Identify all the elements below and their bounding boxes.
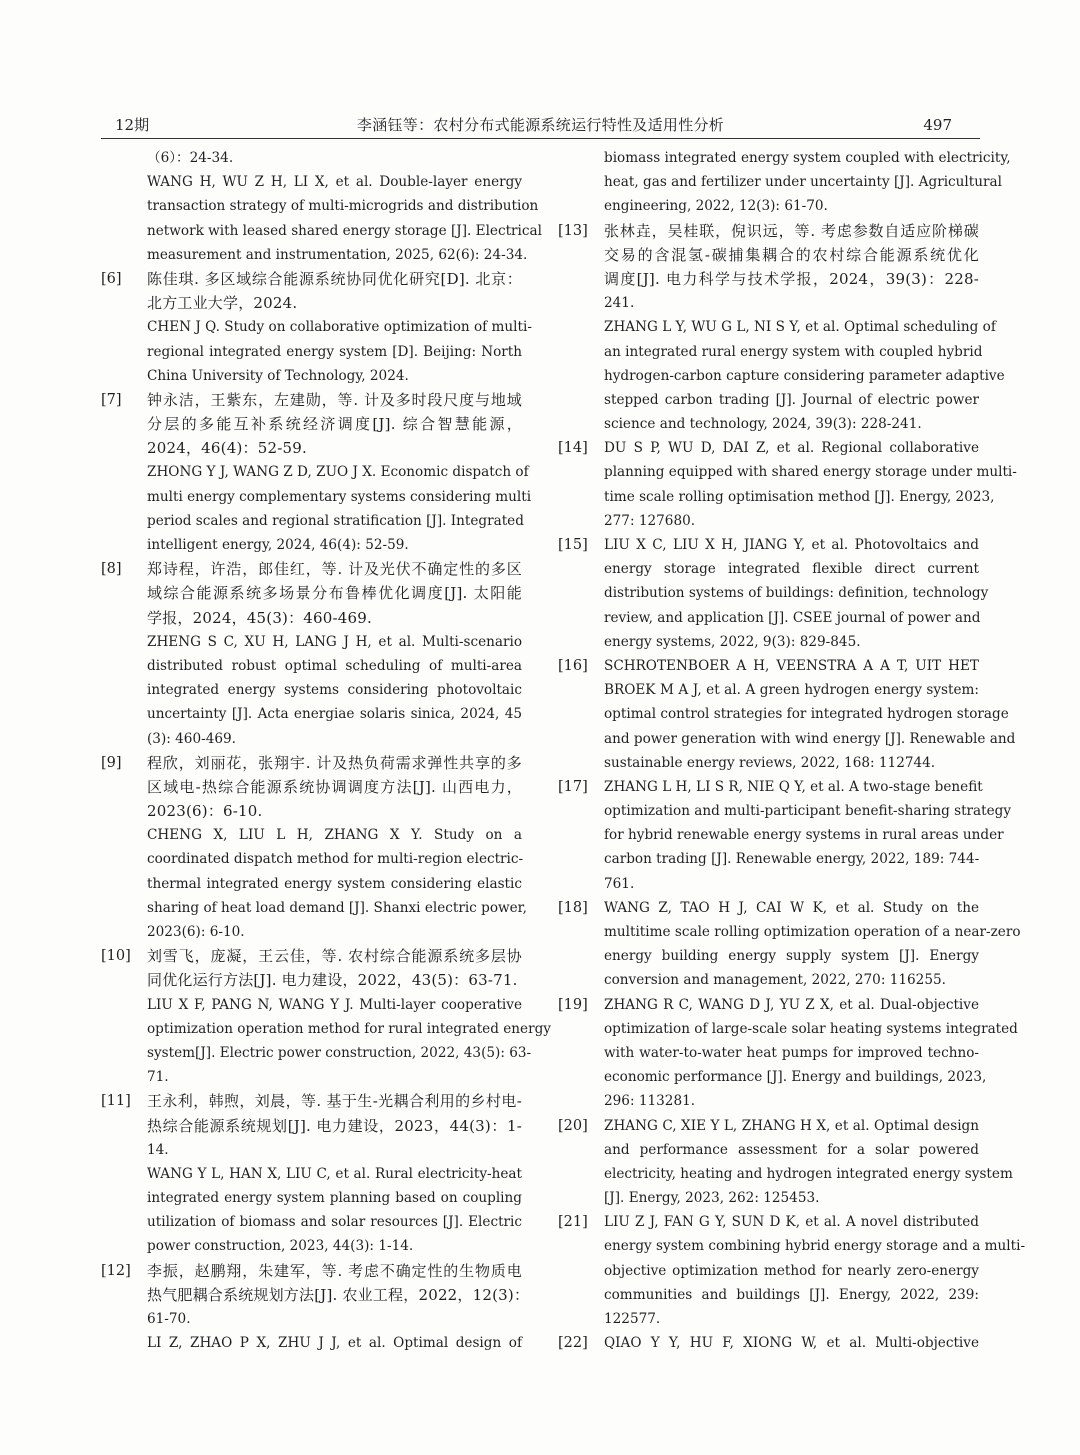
reference-column-right bbox=[558, 146, 1026, 1355]
reference-entry bbox=[558, 436, 1017, 533]
reference-line: 李振，赵鹏翔，朱建军，等. 考虑不确定性的生物质电 bbox=[147, 1261, 522, 1280]
reference-line: carbon trading [J]. Renewable energy, 2022, 189: 744- bbox=[604, 851, 980, 868]
reference-line: DU S P, WU D, DAI Z, et al. Regional collaborative bbox=[604, 440, 979, 457]
reference-entry bbox=[558, 993, 1018, 1114]
reference-line: ZHANG L Y, WU G L, NI S Y, et al. Optimal scheduling of bbox=[604, 319, 996, 336]
reference-line: LIU X C, LIU X H, JIANG Y, et al. Photovoltaics and bbox=[604, 537, 979, 553]
reference-entry bbox=[101, 267, 532, 388]
reference-entry bbox=[558, 775, 1012, 896]
reference-line: 14. bbox=[147, 1141, 169, 1158]
reference-line: multitime scale rolling optimization operation of a near-zero bbox=[604, 924, 1021, 940]
reference-entry bbox=[558, 146, 1011, 219]
reference-line: electricity, heating and hydrogen integrated energy system bbox=[604, 1165, 1013, 1182]
reference-line: 277: 127680. bbox=[604, 512, 696, 529]
reference-line: 热气肥耦合系统规划方法[J]. 农业工程，2022，12(3)： bbox=[147, 1285, 530, 1304]
reference-line: LI Z, ZHAO P X, ZHU J J, et al. Optimal design of bbox=[147, 1335, 522, 1352]
reference-line: 同优化运行方法[J]. 电力建设，2022，43(5)：63-71. bbox=[147, 971, 518, 990]
reference-line: QIAO Y Y, HU F, XIONG W, et al. Multi-objective bbox=[604, 1335, 979, 1352]
reference-line: hydrogen-carbon capture considering parameter adaptive bbox=[604, 367, 1005, 384]
reference-line: 61-70. bbox=[147, 1311, 191, 1327]
reference-line: [J]. Energy, 2023, 262: 125453. bbox=[604, 1190, 820, 1207]
reference-line: 热综合能源系统规划[J]. 电力建设，2023，44(3)：1- bbox=[147, 1116, 522, 1135]
reference-number: [11] bbox=[101, 1093, 131, 1110]
reference-line: 122577. bbox=[604, 1311, 661, 1327]
reference-line: ZHENG S C, XU H, LANG J H, et al. Multi-scenario bbox=[147, 633, 522, 650]
reference-line: 2023(6): 6-10. bbox=[147, 924, 245, 940]
reference-line: objective optimization method for nearly zero-energy bbox=[604, 1262, 979, 1279]
reference-number: [22] bbox=[558, 1335, 588, 1352]
reference-line: energy building energy supply system [J]. Energy bbox=[604, 948, 979, 965]
reference-number: [17] bbox=[558, 778, 588, 795]
reference-line: sustainable energy reviews, 2022, 168: 112744. bbox=[604, 754, 936, 771]
reference-line: 程欣，刘丽花，张翔宇. 计及热负荷需求弹性共享的多 bbox=[147, 753, 522, 772]
reference-line: integrated energy systems considering photovoltaic bbox=[147, 682, 522, 699]
reference-line: distributed robust optimal scheduling of multi-area bbox=[147, 657, 522, 674]
reference-line: measurement and instrumentation, 2025, 62(6): 24-34. bbox=[147, 246, 528, 263]
reference-entry bbox=[101, 1089, 522, 1258]
reference-line: WANG H, WU Z H, LI X, et al. Double-layer energy bbox=[147, 174, 522, 191]
reference-number: [15] bbox=[558, 537, 588, 553]
reference-line: CHENG X, LIU L H, ZHANG X Y. Study on a bbox=[147, 827, 522, 844]
reference-line: utilization of biomass and solar resources [J]. Electric bbox=[147, 1214, 522, 1231]
reference-number: [19] bbox=[558, 996, 588, 1013]
reference-line: CHEN J Q. Study on collaborative optimization of multi- bbox=[147, 319, 532, 336]
reference-line: stepped carbon trading [J]. Journal of electric power bbox=[604, 391, 979, 408]
reference-line: optimization operation method for rural integrated energy bbox=[147, 1020, 551, 1037]
reference-line: LIU Z J, FAN G Y, SUN D K, et al. A novel distributed bbox=[604, 1214, 979, 1231]
reference-line: LIU X F, PANG N, WANG Y J. Multi-layer cooperative bbox=[147, 996, 522, 1013]
reference-line: 调度[J]. 电力科学与技术学报，2024，39(3)：228- bbox=[604, 269, 979, 288]
reference-line: 张林垚，吴桂联，倪识远，等. 考虑参数自适应阶梯碳 bbox=[604, 221, 979, 240]
reference-line: network with leased shared energy storage [J]. Electrical bbox=[147, 222, 542, 239]
reference-number: [7] bbox=[101, 391, 122, 408]
issue-label: 12期 bbox=[115, 116, 150, 134]
reference-line: （6）：24-34. bbox=[147, 150, 234, 166]
reference-line: energy systems, 2022, 9(3): 829-845. bbox=[604, 633, 861, 650]
reference-line: energy storage integrated flexible direct current bbox=[604, 561, 979, 578]
reference-entry bbox=[101, 751, 528, 945]
reference-line: communities and buildings [J]. Energy, 2022, 239: bbox=[604, 1286, 979, 1303]
reference-entry bbox=[101, 1259, 530, 1356]
reference-line: optimization and multi-participant benefit-sharing strategy bbox=[604, 803, 1012, 820]
reference-line: 296: 113281. bbox=[604, 1093, 696, 1110]
reference-line: thermal integrated energy system considering elastic bbox=[147, 875, 522, 892]
reference-line: 域综合能源系统多场景分布鲁棒优化调度[J]. 太阳能 bbox=[147, 584, 522, 603]
reference-entry bbox=[558, 533, 989, 654]
reference-line: (3): 460-469. bbox=[147, 730, 236, 747]
reference-line: economic performance [J]. Energy and buildings, 2023, bbox=[604, 1069, 987, 1086]
reference-number: [6] bbox=[101, 270, 122, 287]
reference-line: power construction, 2023, 44(3): 1-14. bbox=[147, 1238, 414, 1255]
reference-line: distribution systems of buildings: definition, technology bbox=[604, 585, 989, 602]
reference-line: 2024，46(4)：52-59. bbox=[147, 439, 307, 458]
reference-line: review, and application [J]. CSEE journal of power and bbox=[604, 609, 981, 626]
reference-line: ZHANG R C, WANG D J, YU Z X, et al. Dual-objective bbox=[604, 996, 979, 1013]
reference-number: [20] bbox=[558, 1117, 588, 1134]
reference-line: 北方工业大学，2024. bbox=[147, 294, 298, 313]
reference-line: system[J]. Electric power construction, 2022, 43(5): 63- bbox=[147, 1044, 532, 1061]
reference-line: WANG Y L, HAN X, LIU C, et al. Rural electricity-heat bbox=[147, 1165, 522, 1182]
reference-entry bbox=[101, 557, 522, 751]
reference-number: [21] bbox=[558, 1214, 588, 1231]
reference-entry bbox=[558, 1331, 979, 1355]
reference-line: ZHANG C, XIE Y L, ZHANG H X, et al. Optimal design bbox=[604, 1117, 979, 1134]
reference-line: BROEK M A J, et al. A green hydrogen energy system: bbox=[604, 682, 979, 699]
reference-number: [12] bbox=[101, 1262, 131, 1279]
reference-line: coordinated dispatch method for multi-region electric- bbox=[147, 851, 524, 868]
reference-line: 分层的多能互补系统经济调度[J]. 综合智慧能源， bbox=[147, 415, 522, 434]
reference-line: 学报，2024，45(3)：460-469. bbox=[147, 608, 373, 627]
reference-line: and performance assessment for a solar powered bbox=[604, 1141, 979, 1158]
reference-line: engineering, 2022, 12(3): 61-70. bbox=[604, 198, 828, 215]
running-title: 李涵钰等：农村分布式能源系统运行特性及适用性分析 bbox=[356, 116, 725, 134]
reference-line: intelligent energy, 2024, 46(4): 52-59. bbox=[147, 537, 409, 553]
reference-entry bbox=[101, 146, 542, 267]
reference-line: uncertainty [J]. Acta energiae solaris sinica, 2024, 45 bbox=[147, 706, 522, 723]
reference-line: energy system combining hybrid energy storage and a multi- bbox=[604, 1238, 1026, 1255]
reference-number: [16] bbox=[558, 657, 588, 674]
reference-line: 刘雪飞，庞凝，王云佳，等. 农村综合能源系统多层协 bbox=[147, 947, 522, 966]
reference-entry bbox=[558, 654, 1016, 775]
reference-line: regional integrated energy system [D]. Beijing: North bbox=[147, 343, 522, 360]
reference-number: [9] bbox=[101, 754, 122, 771]
reference-line: an integrated rural energy system with coupled hybrid bbox=[604, 343, 983, 360]
reference-line: optimization of large-scale solar heating systems integrated bbox=[604, 1020, 1018, 1037]
reference-number: [13] bbox=[558, 222, 588, 239]
reference-number: [18] bbox=[558, 899, 588, 916]
reference-line: with water-to-water heat pumps for improved techno- bbox=[604, 1044, 979, 1061]
reference-line: SCHROTENBOER A H, VEENSTRA A A T, UIT HET bbox=[604, 657, 979, 674]
reference-line: 241. bbox=[604, 295, 635, 312]
reference-line: optimal control strategies for integrated hydrogen storage bbox=[604, 706, 1009, 723]
reference-column-left bbox=[101, 146, 551, 1355]
reference-line: period scales and regional stratification [J]. Integrated bbox=[147, 512, 524, 529]
reference-line: multi energy complementary systems considering multi bbox=[147, 488, 532, 505]
reference-number: [8] bbox=[101, 561, 122, 578]
reference-line: biomass integrated energy system coupled with electricity, bbox=[604, 150, 1011, 166]
reference-line: and power generation with wind energy [J]. Renewable and bbox=[604, 730, 1016, 747]
reference-line: science and technology, 2024, 39(3): 228-241. bbox=[604, 416, 922, 433]
reference-line: integrated energy system planning based on coupling bbox=[147, 1190, 522, 1207]
reference-line: planning equipped with shared energy storage under multi- bbox=[604, 464, 1017, 481]
reference-entry bbox=[558, 219, 1005, 437]
reference-line: transaction strategy of multi-microgrids and distribution bbox=[147, 198, 539, 215]
reference-line: 71. bbox=[147, 1069, 169, 1086]
reference-line: 王永利，韩煦，刘晨，等. 基于生-光耦合利用的乡村电- bbox=[147, 1092, 522, 1111]
reference-line: heat, gas and fertilizer under uncertainty [J]. Agricultural bbox=[604, 174, 1002, 191]
reference-line: 761. bbox=[604, 875, 635, 892]
reference-line: 郑诗程，许浩，郎佳红，等. 计及光伏不确定性的多区 bbox=[147, 560, 522, 579]
reference-line: for hybrid renewable energy systems in rural areas under bbox=[604, 827, 1004, 844]
reference-line: 区域电-热综合能源系统协调调度方法[J]. 山西电力， bbox=[147, 777, 522, 796]
reference-line: sharing of heat load demand [J]. Shanxi electric power, bbox=[147, 899, 528, 916]
reference-entry bbox=[558, 896, 1021, 993]
reference-entry bbox=[558, 1114, 1013, 1211]
reference-line: 钟永洁，王紫东，左建勋，等. 计及多时段尺度与地域 bbox=[147, 390, 522, 409]
reference-entry bbox=[101, 944, 551, 1089]
reference-line: China University of Technology, 2024. bbox=[147, 367, 409, 384]
reference-line: ZHANG L H, LI S R, NIE Q Y, et al. A two-stage benefit bbox=[604, 778, 983, 795]
page-number: 497 bbox=[923, 116, 952, 134]
reference-number: [10] bbox=[101, 948, 131, 965]
reference-line: time scale rolling optimisation method [J]. Energy, 2023, bbox=[604, 488, 995, 505]
reference-entry bbox=[101, 388, 532, 557]
reference-line: 陈佳琪. 多区域综合能源系统协同优化研究[D]. 北京： bbox=[147, 269, 522, 288]
running-header bbox=[101, 114, 980, 139]
reference-line: WANG Z, TAO H J, CAI W K, et al. Study on the bbox=[604, 899, 979, 916]
reference-number: [14] bbox=[558, 440, 588, 457]
reference-entry bbox=[558, 1210, 1026, 1331]
reference-line: ZHONG Y J, WANG Z D, ZUO J X. Economic dispatch of bbox=[147, 464, 529, 481]
reference-line: 交易的含混氢-碳捕集耦合的农村综合能源系统优化 bbox=[604, 245, 979, 264]
reference-line: conversion and management, 2022, 270: 116255. bbox=[604, 972, 946, 989]
reference-line: 2023(6)：6-10. bbox=[147, 802, 263, 821]
